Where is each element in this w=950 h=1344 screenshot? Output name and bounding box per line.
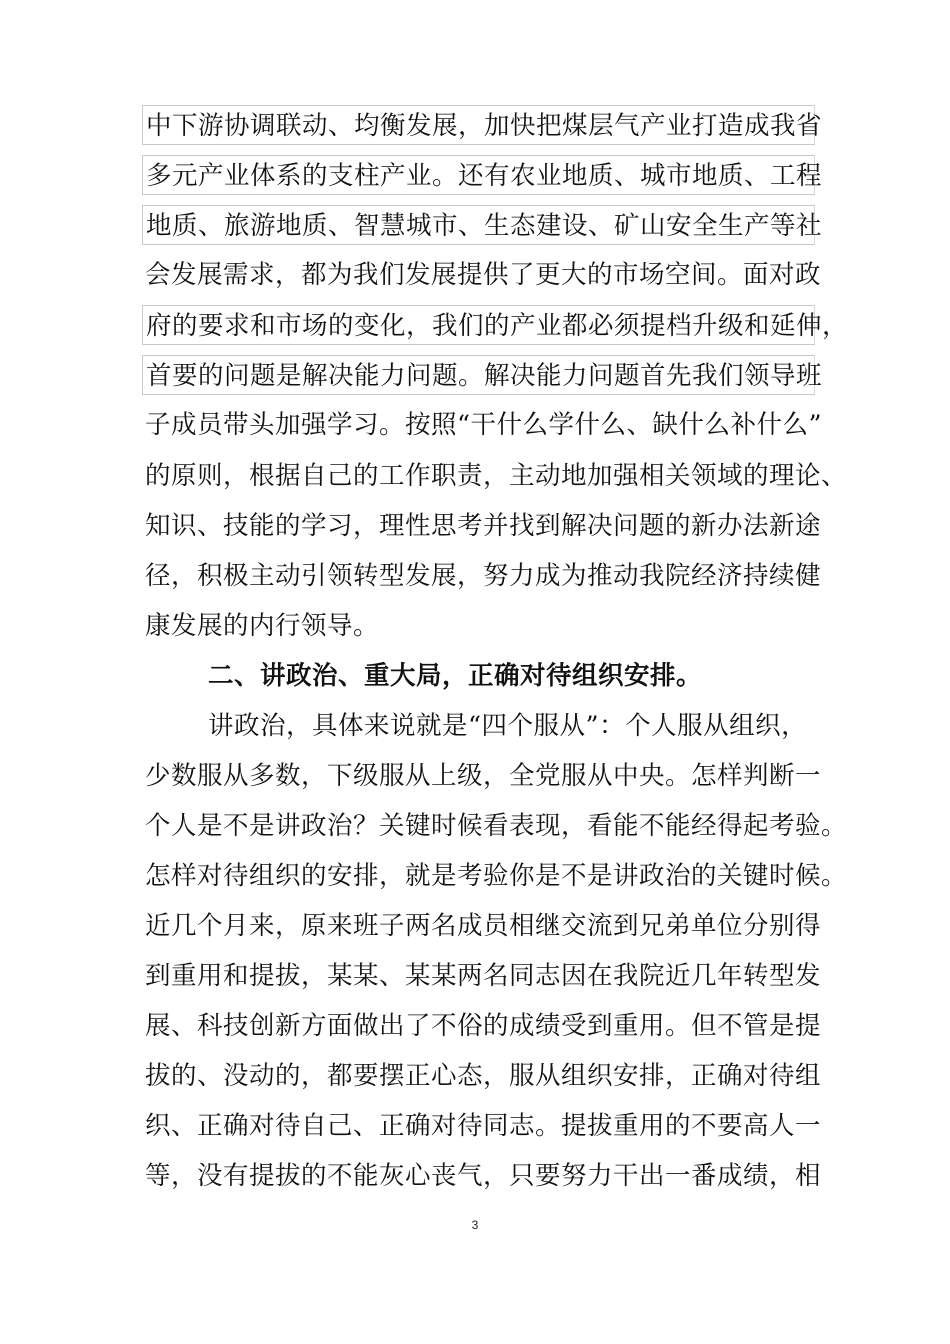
text-line: 近几个月来，原来班子两名成员相继交流到兄弟单位分别得 <box>145 911 822 941</box>
text-line: 的原则，根据自己的工作职责，主动地加强相关领域的理论、 <box>145 461 848 491</box>
section-heading: 二、讲政治、重大局，正确对待组织安排。 <box>208 661 703 691</box>
text-line: 个人是不是讲政治？关键时候看表现，看能不能经得起考验。 <box>145 811 848 841</box>
text-line: 拔的、没动的，都要摆正心态，服从组织安排，正确对待组 <box>145 1061 822 1091</box>
text-line: 怎样对待组织的安排，就是考验你是不是讲政治的关键时候。 <box>145 861 848 891</box>
text-line: 展、科技创新方面做出了不俗的成绩受到重用。但不管是提 <box>145 1011 822 1041</box>
text-line: 中下游协调联动、均衡发展，加快把煤层气产业打造成我省 <box>142 105 815 145</box>
text-line: 地质、旅游地质、智慧城市、生态建设、矿山安全生产等社 <box>142 205 815 245</box>
text-line: 等，没有提拔的不能灰心丧气，只要努力干出一番成绩，相 <box>145 1161 822 1191</box>
text-line: 会发展需求，都为我们发展提供了更大的市场空间。面对政 <box>145 260 822 290</box>
text-line: 织、正确对待自己、正确对待同志。提拔重用的不要高人一 <box>145 1111 822 1141</box>
text-line: 多元产业体系的支柱产业。还有农业地质、城市地质、工程 <box>142 155 815 195</box>
page-number: 3 <box>471 1218 479 1232</box>
text-line: 少数服从多数，下级服从上级，全党服从中央。怎样判断一 <box>145 761 822 791</box>
text-line: 到重用和提拔，某某、某某两名同志因在我院近几年转型发 <box>145 961 822 991</box>
text-line: 讲政治，具体来说就是“四个服从”：个人服从组织， <box>208 711 808 741</box>
text-line: 康发展的内行领导。 <box>145 611 380 641</box>
text-line: 首要的问题是解决能力问题。解决能力问题首先我们领导班 <box>142 355 815 395</box>
text-line: 知识、技能的学习，理性思考并找到解决问题的新办法新途 <box>145 511 822 541</box>
text-line: 府的要求和市场的变化，我们的产业都必须提档升级和延伸， <box>142 305 815 345</box>
text-line: 子成员带头加强学习。按照“干什么学什么、缺什么补什么” <box>145 410 823 440</box>
text-line: 径，积极主动引领转型发展，努力成为推动我院经济持续健 <box>145 561 822 591</box>
